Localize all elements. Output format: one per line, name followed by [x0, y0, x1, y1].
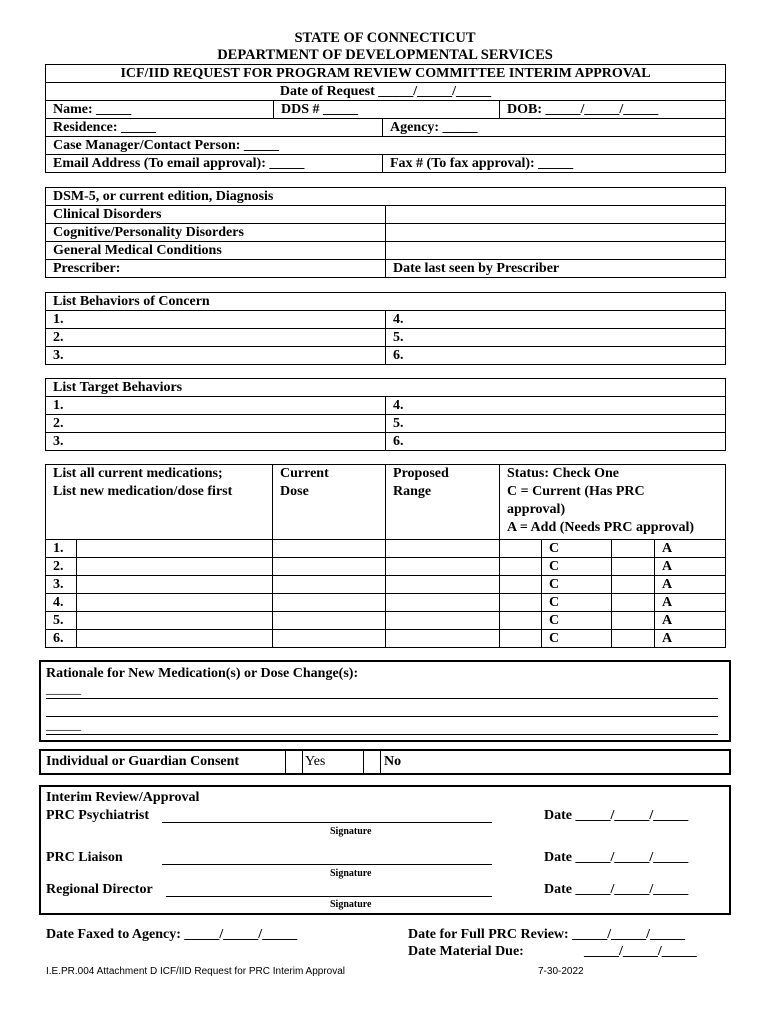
current-dose-field[interactable]: [273, 558, 386, 576]
medication-row: [46, 558, 726, 576]
concern-item[interactable]: 1.: [46, 311, 386, 329]
agency-field[interactable]: Agency: _____: [383, 119, 726, 137]
psychiatrist-signature-caption: Signature: [330, 826, 372, 837]
revision-date-footer: 7-30-2022: [538, 966, 584, 977]
row-number: 3.: [46, 576, 77, 594]
medication-name-field[interactable]: [77, 540, 273, 558]
current-code: C: [542, 630, 612, 648]
consent-no-label: No: [384, 754, 402, 769]
behaviors-concern-heading: List Behaviors of Concern: [46, 293, 726, 311]
current-checkbox[interactable]: [500, 594, 542, 612]
current-dose-line-2: Dose: [280, 484, 309, 499]
residence-field[interactable]: Residence: _____: [46, 119, 383, 137]
target-item[interactable]: 1.: [46, 397, 386, 415]
medication-header-line-1: List all current medications;: [53, 466, 223, 481]
medical-conditions-label: General Medical Conditions: [46, 242, 386, 260]
consent-yes-label: Yes: [305, 754, 326, 769]
add-code: A: [655, 630, 726, 648]
psychiatrist-signature-line[interactable]: [162, 822, 492, 823]
rationale-box: [39, 660, 731, 742]
row-number: 6.: [46, 630, 77, 648]
full-review-date-field[interactable]: Date for Full PRC Review: _____/_____/_____: [408, 927, 685, 942]
medication-row: [46, 630, 726, 648]
medical-conditions-field[interactable]: [386, 242, 726, 260]
concern-item[interactable]: 2.: [46, 329, 386, 347]
status-line-4: A = Add (Needs PRC approval): [507, 520, 695, 535]
director-label: Regional Director: [46, 882, 153, 897]
proposed-range-field[interactable]: [386, 576, 500, 594]
row-number: 5.: [46, 612, 77, 630]
medication-row: [46, 594, 726, 612]
target-behaviors-heading: List Target Behaviors: [46, 379, 726, 397]
row-number: 2.: [46, 558, 77, 576]
email-field[interactable]: Email Address (To email approval): _____: [46, 155, 383, 173]
add-checkbox[interactable]: [612, 558, 655, 576]
concern-item[interactable]: 5.: [386, 329, 726, 347]
liaison-signature-caption: Signature: [330, 868, 372, 879]
case-manager-field[interactable]: Case Manager/Contact Person: _____: [46, 137, 726, 155]
concern-item[interactable]: 4.: [386, 311, 726, 329]
target-item[interactable]: 6.: [386, 433, 726, 451]
current-dose-field[interactable]: [273, 630, 386, 648]
proposed-range-field[interactable]: [386, 540, 500, 558]
fax-field[interactable]: Fax # (To fax approval): _____: [383, 155, 726, 173]
add-checkbox[interactable]: [612, 540, 655, 558]
medication-name-field[interactable]: [77, 558, 273, 576]
consent-label: Individual or Guardian Consent: [46, 754, 240, 769]
header-line-1: STATE OF CONNECTICUT: [294, 30, 476, 46]
status-header: [500, 465, 726, 540]
current-checkbox[interactable]: [500, 612, 542, 630]
identity-table: [45, 64, 726, 173]
status-line-3: approval): [507, 502, 566, 517]
current-checkbox[interactable]: [500, 540, 542, 558]
form-id-footer: I.E.PR.004 Attachment D ICF/IID Request for PRC Interim Approval: [46, 966, 346, 977]
approval-box: [39, 785, 731, 915]
liaison-signature-line[interactable]: [162, 864, 492, 865]
medications-table: [45, 464, 726, 648]
medication-name-field[interactable]: [77, 594, 273, 612]
consent-yes-checkbox[interactable]: [285, 751, 303, 773]
current-dose-field[interactable]: [273, 594, 386, 612]
proposed-range-line-1: Proposed: [393, 466, 449, 481]
status-line-2: C = Current (Has PRC: [507, 484, 645, 499]
add-code: A: [655, 558, 726, 576]
date-last-seen-field[interactable]: Date last seen by Prescriber: [386, 260, 726, 278]
proposed-range-field[interactable]: [386, 612, 500, 630]
form-title: ICF/IID REQUEST FOR PROGRAM REVIEW COMMITTEE INTERIM APPROVAL: [46, 65, 726, 83]
add-code: A: [655, 612, 726, 630]
row-number: 4.: [46, 594, 77, 612]
prescriber-field[interactable]: Prescriber:: [46, 260, 386, 278]
rationale-label: Rationale for New Medication(s) or Dose Change(s):: [46, 666, 359, 681]
current-dose-field[interactable]: [273, 540, 386, 558]
target-item[interactable]: 3.: [46, 433, 386, 451]
rationale-blank-2: _____: [46, 718, 81, 733]
concern-item[interactable]: 3.: [46, 347, 386, 365]
rationale-blank-1: _____: [46, 682, 81, 697]
director-signature-line[interactable]: [166, 896, 492, 897]
target-item[interactable]: 5.: [386, 415, 726, 433]
clinical-disorders-label: Clinical Disorders: [46, 206, 386, 224]
add-checkbox[interactable]: [612, 630, 655, 648]
concern-item[interactable]: 6.: [386, 347, 726, 365]
date-of-request-field[interactable]: Date of Request _____/_____/_____: [46, 83, 726, 101]
add-checkbox[interactable]: [612, 612, 655, 630]
consent-box: [39, 749, 731, 775]
liaison-date-field[interactable]: Date _____/_____/_____: [544, 850, 689, 865]
psychiatrist-date-field[interactable]: Date _____/_____/_____: [544, 808, 689, 823]
behaviors-concern-table: [45, 292, 726, 365]
current-checkbox[interactable]: [500, 576, 542, 594]
current-code: C: [542, 612, 612, 630]
director-date-field[interactable]: Date _____/_____/_____: [544, 882, 689, 897]
status-line-1: Status: Check One: [507, 466, 620, 481]
proposed-range-line-2: Range: [393, 484, 432, 499]
current-checkbox[interactable]: [500, 558, 542, 576]
current-dose-line-1: Current: [280, 466, 329, 481]
row-number: 1.: [46, 540, 77, 558]
director-signature-caption: Signature: [330, 899, 372, 910]
rationale-line-3[interactable]: [46, 734, 718, 735]
add-code: A: [655, 594, 726, 612]
consent-no-checkbox[interactable]: [363, 751, 381, 773]
current-dose-header: [273, 465, 386, 540]
medication-row: [46, 612, 726, 630]
rationale-line-2[interactable]: [46, 716, 718, 717]
add-code: A: [655, 540, 726, 558]
medication-name-field[interactable]: [77, 630, 273, 648]
proposed-range-field[interactable]: [386, 558, 500, 576]
medication-name-field[interactable]: [77, 612, 273, 630]
psychiatrist-label: PRC Psychiatrist: [46, 808, 150, 823]
current-dose-field[interactable]: [273, 576, 386, 594]
header-line-2: DEPARTMENT OF DEVELOPMENTAL SERVICES: [217, 47, 553, 63]
cognitive-disorders-label: Cognitive/Personality Disorders: [46, 224, 386, 242]
target-item[interactable]: 4.: [386, 397, 726, 415]
target-item[interactable]: 2.: [46, 415, 386, 433]
add-checkbox[interactable]: [612, 594, 655, 612]
dds-number-field[interactable]: DDS # _____: [274, 101, 500, 119]
rationale-line-1[interactable]: [46, 698, 718, 699]
add-checkbox[interactable]: [612, 576, 655, 594]
medication-row: [46, 540, 726, 558]
medication-row: [46, 576, 726, 594]
clinical-disorders-field[interactable]: [386, 206, 726, 224]
diagnosis-heading: DSM-5, or current edition, Diagnosis: [46, 188, 726, 206]
add-code: A: [655, 576, 726, 594]
name-field[interactable]: Name: _____: [46, 101, 274, 119]
liaison-label: PRC Liaison: [46, 850, 123, 865]
current-dose-field[interactable]: [273, 612, 386, 630]
current-code: C: [542, 558, 612, 576]
current-code: C: [542, 594, 612, 612]
proposed-range-field[interactable]: [386, 630, 500, 648]
proposed-range-field[interactable]: [386, 594, 500, 612]
current-checkbox[interactable]: [500, 630, 542, 648]
medication-list-header: [46, 465, 273, 540]
current-code: C: [542, 576, 612, 594]
approval-heading: Interim Review/Approval: [46, 790, 200, 805]
medication-header-line-2: List new medication/dose first: [53, 484, 233, 499]
diagnosis-table: [45, 187, 726, 278]
proposed-range-header: [386, 465, 500, 540]
cognitive-disorders-field[interactable]: [386, 224, 726, 242]
medication-name-field[interactable]: [77, 576, 273, 594]
material-due-label: Date Material Due:: [408, 944, 524, 959]
current-code: C: [542, 540, 612, 558]
material-due-field[interactable]: _____/_____/_____: [584, 944, 697, 959]
target-behaviors-table: [45, 378, 726, 451]
date-faxed-field[interactable]: Date Faxed to Agency: _____/_____/_____: [46, 927, 298, 942]
dob-field[interactable]: DOB: _____/_____/_____: [500, 101, 726, 119]
